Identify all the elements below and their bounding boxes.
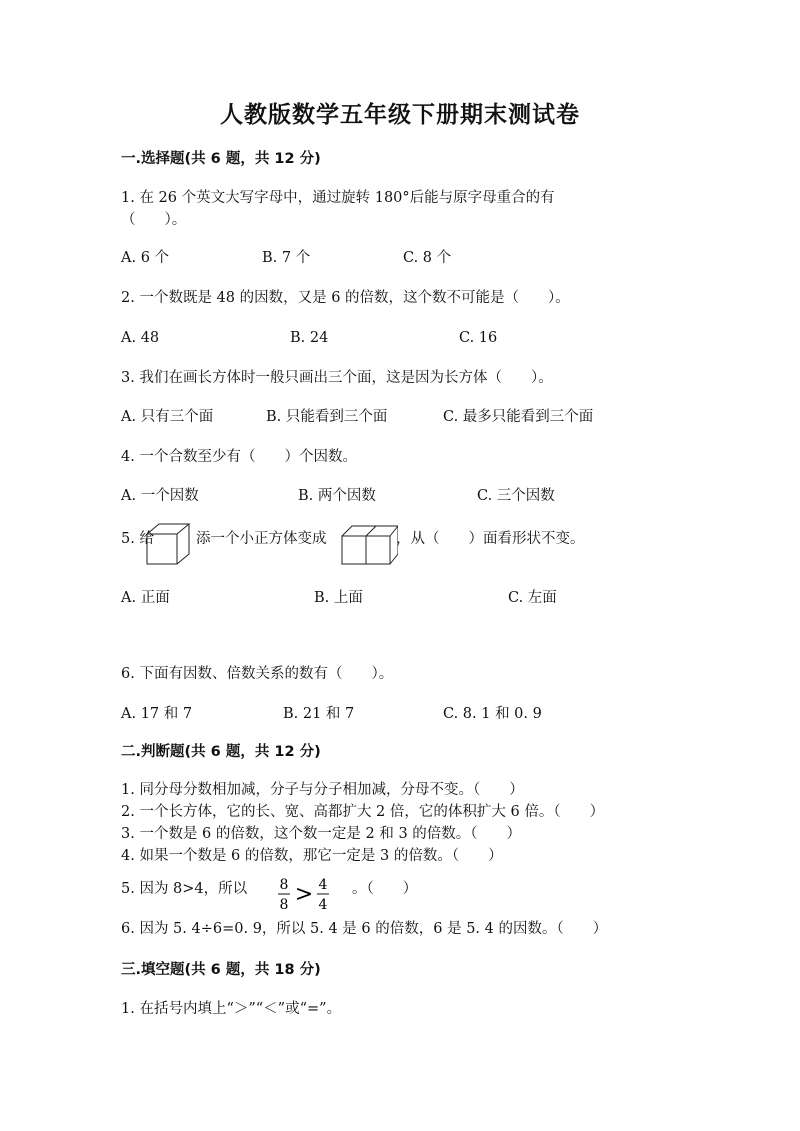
single-cube-figure — [145, 522, 193, 568]
choice-q4-option-b: B. 两个因数 — [298, 488, 376, 504]
choice-q2-text: 2. 一个数既是 48 的因数，又是 6 的倍数，这个数不可能是（ ）。 — [121, 290, 570, 306]
choice-q6-option-a: A. 17 和 7 — [121, 706, 193, 722]
choice-q2-option-a: A. 48 — [121, 330, 160, 346]
choice-q6-option-c: C. 8. 1 和 0. 9 — [443, 706, 542, 722]
judge-q1: 1. 同分母分数相加减，分子与分子相加减，分母不变。（ ） — [121, 782, 524, 798]
choice-q5-option-c: C. 左面 — [508, 590, 557, 606]
choice-q1-line2: （ ）。 — [121, 212, 187, 228]
choice-q5-option-b: B. 上面 — [314, 590, 363, 606]
choice-q3-text: 3. 我们在画长方体时一般只画出三个面，这是因为长方体（ ）。 — [121, 370, 553, 386]
choice-q1-option-a: A. 6 个 — [121, 250, 170, 266]
fraction1-denominator: 8 — [279, 897, 289, 913]
choice-q2-option-b: B. 24 — [290, 330, 329, 346]
judge-q4: 4. 如果一个数是 6 的倍数，那它一定是 3 的倍数。（ ） — [121, 848, 503, 864]
choice-q5-option-a: A. 正面 — [121, 590, 170, 606]
greater-than-sign: > — [294, 882, 314, 907]
choice-q1-option-c: C. 8 个 — [403, 250, 452, 266]
two-cube-figure — [340, 522, 398, 568]
choice-q5-text-part3: ，从（ ）面看形状不变。 — [396, 531, 585, 547]
choice-q4-text: 4. 一个合数至少有（ ）个因数。 — [121, 449, 357, 465]
choice-q4-option-a: A. 一个因数 — [121, 488, 199, 504]
judge-q5-part1: 5. 因为 8>4，所以 — [121, 881, 248, 897]
choice-q1-line1: 1. 在 26 个英文大写字母中，通过旋转 180°后能与原字母重合的有 — [121, 190, 555, 206]
judge-q5-part2: 。（ ） — [352, 881, 418, 897]
choice-q6-text: 6. 下面有因数、倍数关系的数有（ ）。 — [121, 666, 394, 682]
choice-q4-option-c: C. 三个因数 — [477, 488, 555, 504]
section-heading-fill: 三.填空题(共 6 题，共 18 分) — [121, 962, 321, 978]
choice-q3-option-c: C. 最多只能看到三个面 — [443, 409, 594, 425]
fraction1-numerator: 8 — [279, 877, 289, 893]
choice-q1-option-b: B. 7 个 — [262, 250, 311, 266]
choice-q3-option-a: A. 只有三个面 — [121, 409, 214, 425]
judge-q2: 2. 一个长方体，它的长、宽、高都扩大 2 倍，它的体积扩大 6 倍。（ ） — [121, 804, 605, 820]
choice-q5-text-part2: 添一个小正方体变成 — [196, 531, 327, 547]
choice-q3-option-b: B. 只能看到三个面 — [266, 409, 388, 425]
judge-q6: 6. 因为 5. 4÷6=0. 9，所以 5. 4 是 6 的倍数，6 是 5. 4 的因数。（ ） — [121, 921, 608, 937]
choice-q2-option-c: C. 16 — [459, 330, 498, 346]
fraction-comparison — [276, 875, 336, 913]
section-heading-judge: 二.判断题(共 6 题，共 12 分) — [121, 744, 321, 760]
page-title: 人教版数学五年级下册期末测试卷 — [220, 101, 580, 128]
fraction2-numerator: 4 — [318, 877, 328, 893]
choice-q5-text-part1: 5. 给 — [121, 531, 154, 547]
section-heading-choice: 一.选择题(共 6 题，共 12 分) — [121, 151, 321, 167]
fill-q1: 1. 在括号内填上“＞”“＜”或“=”。 — [121, 1001, 342, 1017]
judge-q3: 3. 一个数是 6 的倍数，这个数一定是 2 和 3 的倍数。（ ） — [121, 826, 522, 842]
choice-q6-option-b: B. 21 和 7 — [283, 706, 355, 722]
fraction2-denominator: 4 — [318, 897, 328, 913]
